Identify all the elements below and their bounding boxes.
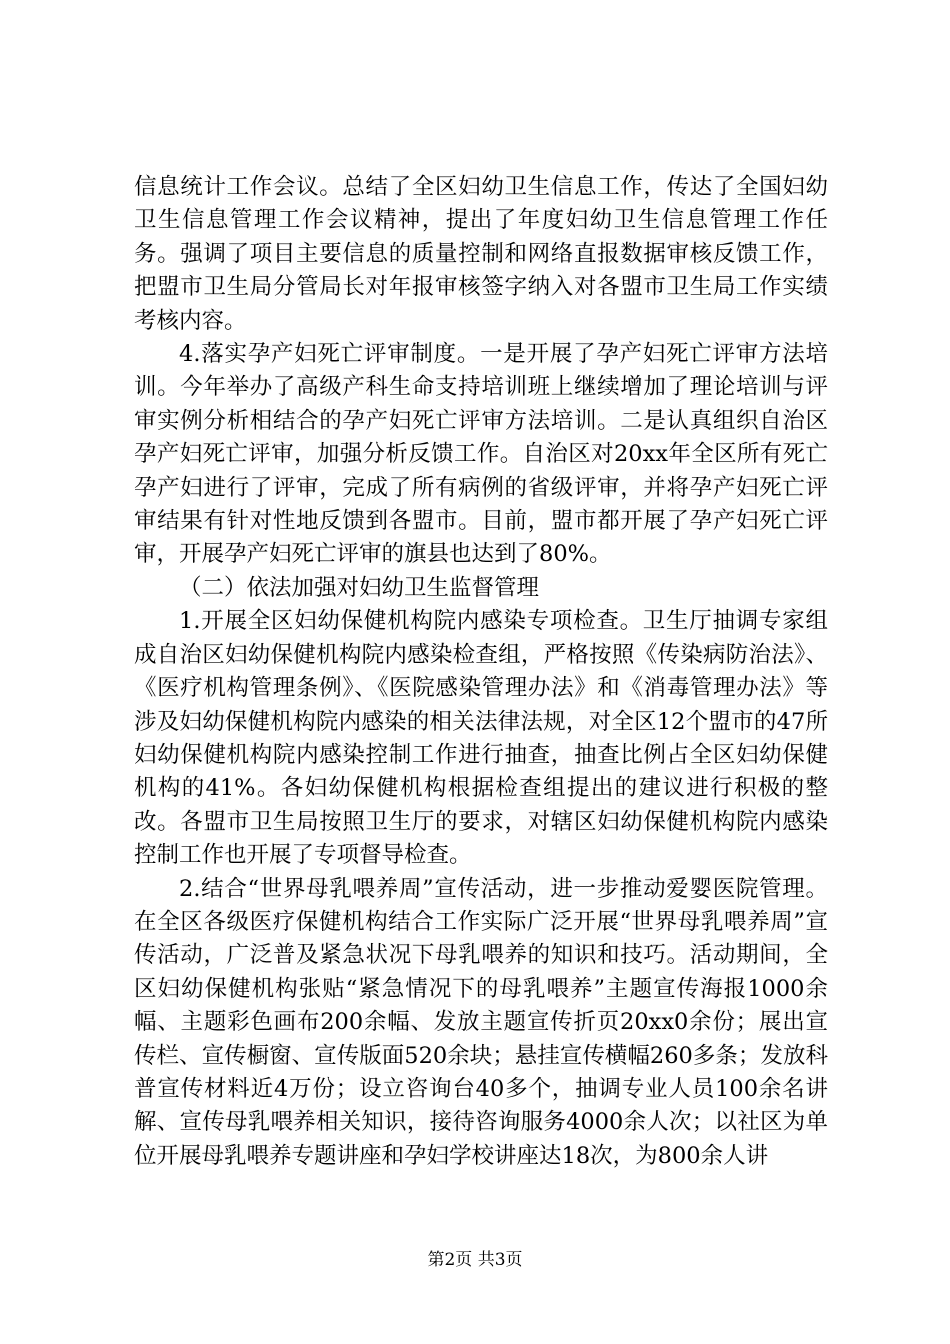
paragraph-item-2: 2.结合“世界母乳喂养周”宣传活动，进一步推动爱婴医院管理。在全区各级医疗保健机构结合工作实际广泛开展“世界母乳喂养周”宣传活动，广泛普及紧急状况下母乳喂养的知识和技巧。活动期间，全区妇幼保健机构张贴“紧急情况下的母乳喂养”主题宣传海报1000余幅、主题彩色画布200余幅、发放主题宣传折页20xx0余份；展出宣传栏、宣传橱窗、宣传版面520余块；悬挂宣传横幅260多条；发放科普宣传材料近4万份；设立咨询台40多个，抽调专业人员100余名讲解、宣传母乳喂养相关知识，接待咨询服务4000余人次；以社区为单位开展母乳喂养专题讲座和孕妇学校讲座达18次，为800余人讲 <box>134 875 828 1169</box>
page-footer: 第2页 共3页 <box>427 1250 523 1270</box>
section-heading: （二）依法加强对妇幼卫生监督管理 <box>179 574 540 601</box>
paragraph-continuation: 信息统计工作会议。总结了全区妇幼卫生信息工作，传达了全国妇幼卫生信息管理工作会议精神，提出了年度妇幼卫生信息管理工作任务。强调了项目主要信息的质量控制和网络直报数据审核反馈工作，把盟市卫生局分管局长对年报审核签字纳入对各盟市卫生局工作实绩考核内容。 <box>134 174 828 334</box>
document-body <box>134 171 828 1173</box>
paragraph-item-4: 4.落实孕产妇死亡评审制度。一是开展了孕产妇死亡评审方法培训。今年举办了高级产科生命支持培训班上继续增加了理论培训与评审实例分析相结合的孕产妇死亡评审方法培训。二是认真组织自治区孕产妇死亡评审，加强分析反馈工作。自治区对20xx年全区所有死亡孕产妇进行了评审，完成了所有病例的省级评审，并将孕产妇死亡评审结果有针对性地反馈到各盟市。目前，盟市都开展了孕产妇死亡评审，开展孕产妇死亡评审的旗县也达到了80%。 <box>134 341 828 568</box>
paragraph-item-1: 1.开展全区妇幼保健机构院内感染专项检查。卫生厅抽调专家组成自治区妇幼保健机构院内感染检查组，严格按照《传染病防治法》、《医疗机构管理条例》、《医院感染管理办法》和《消毒管理办法》等涉及妇幼保健机构院内感染的相关法律法规，对全区12个盟市的47所妇幼保健机构院内感染控制工作进行抽查，抽查比例占全区妇幼保健机构的41%。各妇幼保健机构根据检查组提出的建议进行积极的整改。各盟市卫生局按照卫生厅的要求，对辖区妇幼保健机构院内感染控制工作也开展了专项督导检查。 <box>134 608 828 869</box>
